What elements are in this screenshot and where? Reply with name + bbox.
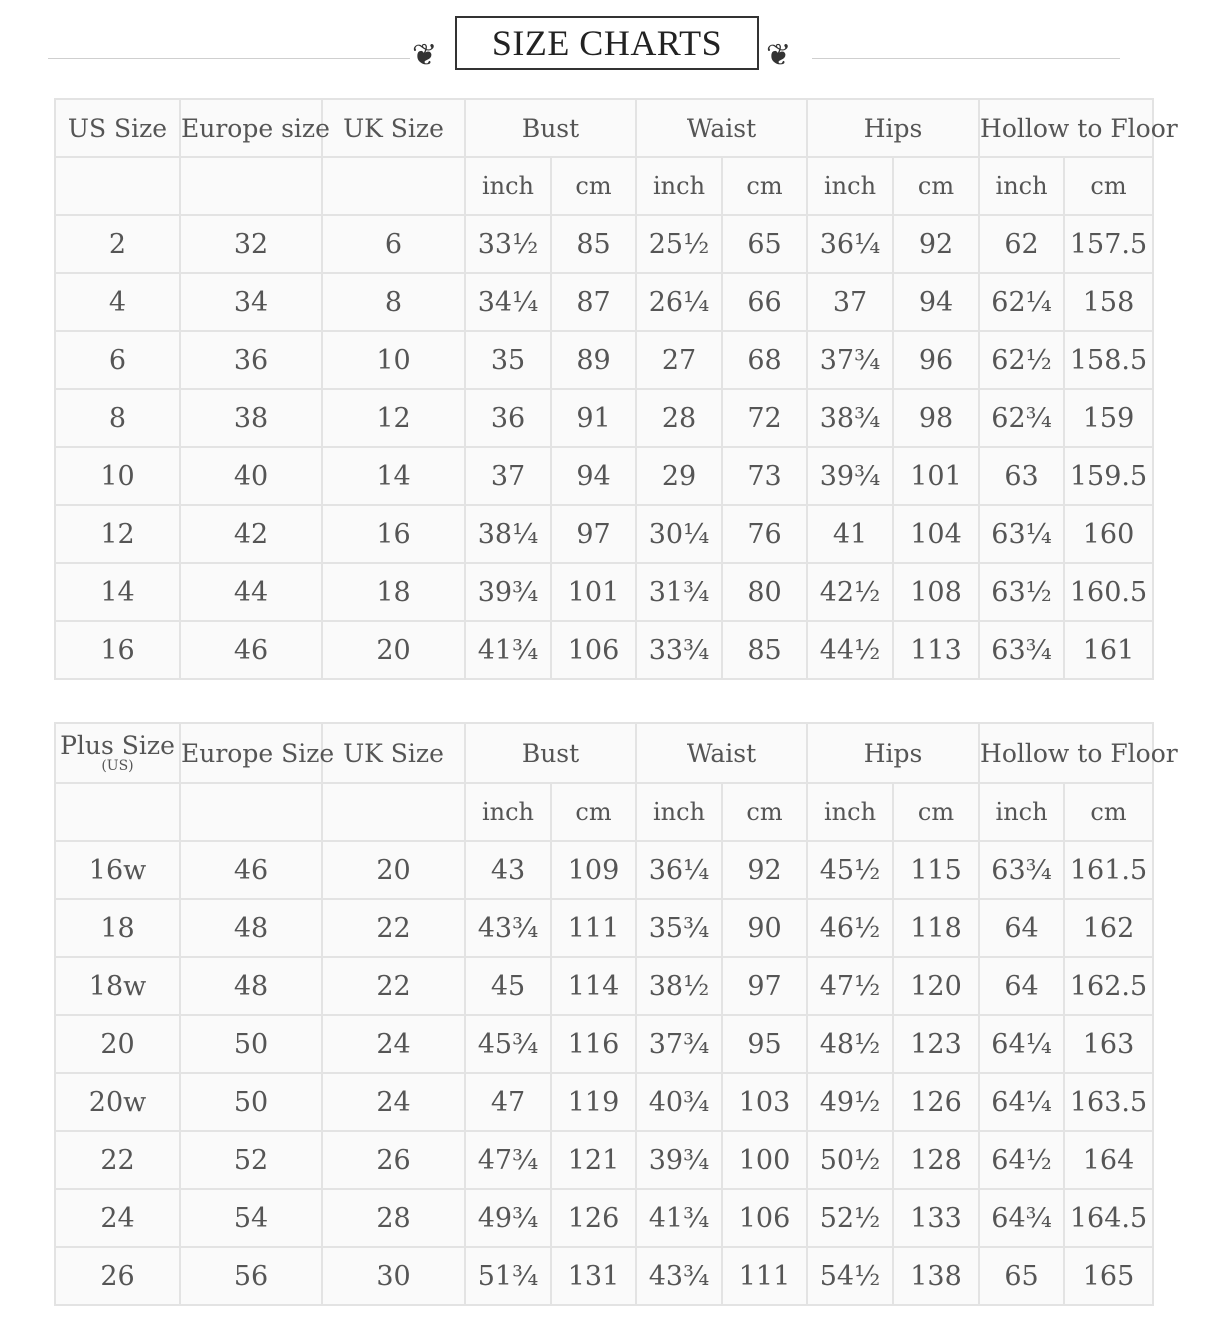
table-cell: 90 [722, 899, 807, 957]
table-cell: 50 [180, 1015, 322, 1073]
unit-cell: cm [722, 157, 807, 215]
table-cell: 30¼ [636, 505, 722, 563]
table-cell: 63 [979, 447, 1064, 505]
table-cell: 98 [893, 389, 979, 447]
table-cell: 29 [636, 447, 722, 505]
table-row [55, 1131, 1153, 1189]
table-cell: 24 [322, 1015, 465, 1073]
table-cell: 33½ [465, 215, 551, 273]
table-row [55, 957, 1153, 1015]
table-cell: 163.5 [1064, 1073, 1153, 1131]
table-cell: 164 [1064, 1131, 1153, 1189]
table-row [55, 273, 1153, 331]
table-cell: 159 [1064, 389, 1153, 447]
table-unit-row [55, 157, 1153, 215]
table-cell: 6 [55, 331, 180, 389]
table-cell: 126 [893, 1073, 979, 1131]
empty-cell [180, 157, 322, 215]
table-row [55, 215, 1153, 273]
table-cell: 54½ [807, 1247, 893, 1305]
table-cell: 65 [722, 215, 807, 273]
table-cell: 157.5 [1064, 215, 1153, 273]
table-cell: 73 [722, 447, 807, 505]
table-cell: 34 [180, 273, 322, 331]
unit-cell: inch [636, 783, 722, 841]
table-cell: 24 [322, 1073, 465, 1131]
table-cell: 159.5 [1064, 447, 1153, 505]
table-cell: 63¾ [979, 621, 1064, 679]
table-cell: 4 [55, 273, 180, 331]
table-row [55, 447, 1153, 505]
table-cell: 161.5 [1064, 841, 1153, 899]
table-cell: 46½ [807, 899, 893, 957]
table-cell: 63¼ [979, 505, 1064, 563]
header-cell: Hollow to Floor [979, 723, 1153, 783]
table-cell: 28 [322, 1189, 465, 1247]
table-cell: 38½ [636, 957, 722, 1015]
fleuron-icon: ❦ [766, 38, 792, 73]
table-cell: 120 [893, 957, 979, 1015]
table-cell: 20 [55, 1015, 180, 1073]
header-cell: US Size [55, 99, 180, 157]
table-cell: 24 [55, 1189, 180, 1247]
table-cell: 56 [180, 1247, 322, 1305]
table-unit-row [55, 783, 1153, 841]
empty-cell [180, 783, 322, 841]
plus-size-label: Plus Size [60, 731, 175, 760]
unit-cell: inch [979, 783, 1064, 841]
table-cell: 64½ [979, 1131, 1064, 1189]
table-cell: 8 [322, 273, 465, 331]
table-cell: 95 [722, 1015, 807, 1073]
table-cell: 12 [55, 505, 180, 563]
table-cell: 47 [465, 1073, 551, 1131]
header-cell: Europe Size [180, 723, 322, 783]
table-cell: 113 [893, 621, 979, 679]
table-cell: 42 [180, 505, 322, 563]
table-cell: 123 [893, 1015, 979, 1073]
table-cell: 48 [180, 957, 322, 1015]
table-cell: 46 [180, 621, 322, 679]
table-cell: 18w [55, 957, 180, 1015]
table-cell: 27 [636, 331, 722, 389]
table-cell: 35 [465, 331, 551, 389]
table-cell: 128 [893, 1131, 979, 1189]
header-cell: Waist [636, 723, 807, 783]
table-cell: 64 [979, 899, 1064, 957]
table-cell: 161 [1064, 621, 1153, 679]
table-cell: 121 [551, 1131, 636, 1189]
table-header-row [55, 99, 1153, 157]
table-cell: 62¼ [979, 273, 1064, 331]
table-cell: 111 [551, 899, 636, 957]
table-header-row [55, 723, 1153, 783]
table-cell: 158 [1064, 273, 1153, 331]
unit-cell: inch [807, 157, 893, 215]
table-cell: 162.5 [1064, 957, 1153, 1015]
empty-cell [322, 157, 465, 215]
standard-size-table [54, 98, 1178, 680]
table-row [55, 389, 1153, 447]
table-cell: 52½ [807, 1189, 893, 1247]
unit-cell: inch [807, 783, 893, 841]
table-cell: 163 [1064, 1015, 1153, 1073]
table-cell: 108 [893, 563, 979, 621]
table-cell: 106 [722, 1189, 807, 1247]
table-cell: 68 [722, 331, 807, 389]
table-cell: 38¼ [465, 505, 551, 563]
table-cell: 54 [180, 1189, 322, 1247]
table-cell: 111 [722, 1247, 807, 1305]
table-cell: 2 [55, 215, 180, 273]
table-row [55, 563, 1153, 621]
table-cell: 92 [722, 841, 807, 899]
table-cell: 65 [979, 1247, 1064, 1305]
table-cell: 37 [465, 447, 551, 505]
table-cell: 41¾ [465, 621, 551, 679]
table-cell: 160.5 [1064, 563, 1153, 621]
table-cell: 40¾ [636, 1073, 722, 1131]
table-cell: 96 [893, 331, 979, 389]
table-cell: 131 [551, 1247, 636, 1305]
table-cell: 97 [551, 505, 636, 563]
table-cell: 43 [465, 841, 551, 899]
table-cell: 36 [465, 389, 551, 447]
table-cell: 87 [551, 273, 636, 331]
table-cell: 103 [722, 1073, 807, 1131]
empty-cell [55, 157, 180, 215]
table-cell: 25½ [636, 215, 722, 273]
table-cell: 41 [807, 505, 893, 563]
table-cell: 22 [55, 1131, 180, 1189]
table-cell: 39¾ [807, 447, 893, 505]
table-cell: 16 [55, 621, 180, 679]
table-cell: 36 [180, 331, 322, 389]
table-cell: 22 [322, 899, 465, 957]
table-cell: 36¼ [807, 215, 893, 273]
table-cell: 41¾ [636, 1189, 722, 1247]
table-cell: 158.5 [1064, 331, 1153, 389]
table-row [55, 505, 1153, 563]
header-cell: Europe size [180, 99, 322, 157]
table-cell: 26 [322, 1131, 465, 1189]
header-cell: Hips [807, 99, 979, 157]
unit-cell: cm [893, 783, 979, 841]
table-cell: 114 [551, 957, 636, 1015]
table-cell: 63½ [979, 563, 1064, 621]
table-cell: 48 [180, 899, 322, 957]
table-cell: 37¾ [636, 1015, 722, 1073]
empty-cell [55, 783, 180, 841]
unit-cell: cm [551, 157, 636, 215]
plus-table-body [55, 841, 1153, 1305]
table-row [55, 621, 1153, 679]
title-divider-right [812, 58, 1120, 59]
table-row [55, 1015, 1153, 1073]
header-cell: UK Size [322, 99, 465, 157]
table-cell: 40 [180, 447, 322, 505]
table-cell: 62 [979, 215, 1064, 273]
table-cell: 116 [551, 1015, 636, 1073]
table-cell: 45½ [807, 841, 893, 899]
table-cell: 126 [551, 1189, 636, 1247]
unit-cell: cm [722, 783, 807, 841]
table-cell: 49½ [807, 1073, 893, 1131]
title-divider-left [48, 58, 410, 59]
table-cell: 62¾ [979, 389, 1064, 447]
empty-cell [322, 783, 465, 841]
table-cell: 94 [893, 273, 979, 331]
table-cell: 92 [893, 215, 979, 273]
table-cell: 91 [551, 389, 636, 447]
page-title: SIZE CHARTS [455, 16, 759, 70]
table-cell: 119 [551, 1073, 636, 1131]
table-cell: 36¼ [636, 841, 722, 899]
table-cell: 20 [322, 841, 465, 899]
table-cell: 18 [322, 563, 465, 621]
table-cell: 18 [55, 899, 180, 957]
table-cell: 16w [55, 841, 180, 899]
table-cell: 30 [322, 1247, 465, 1305]
table-cell: 85 [551, 215, 636, 273]
unit-cell: cm [551, 783, 636, 841]
plus-size-sublabel: (US) [101, 758, 134, 774]
table-cell: 6 [322, 215, 465, 273]
table-cell: 37¾ [807, 331, 893, 389]
table-cell: 22 [322, 957, 465, 1015]
unit-cell: inch [636, 157, 722, 215]
table-cell: 46 [180, 841, 322, 899]
table-cell: 10 [55, 447, 180, 505]
table-row [55, 899, 1153, 957]
table-cell: 44½ [807, 621, 893, 679]
table-cell: 85 [722, 621, 807, 679]
unit-cell: inch [465, 783, 551, 841]
table-cell: 26 [55, 1247, 180, 1305]
table-cell: 28 [636, 389, 722, 447]
unit-cell: inch [979, 157, 1064, 215]
table-row [55, 1247, 1153, 1305]
table-cell: 43¾ [465, 899, 551, 957]
table-cell: 64 [979, 957, 1064, 1015]
table-cell: 14 [55, 563, 180, 621]
header-cell: Bust [465, 723, 636, 783]
table-cell: 162 [1064, 899, 1153, 957]
table-cell: 12 [322, 389, 465, 447]
table-cell: 38¾ [807, 389, 893, 447]
title-banner [0, 14, 1224, 76]
header-cell [55, 723, 180, 783]
unit-cell: inch [465, 157, 551, 215]
table-cell: 16 [322, 505, 465, 563]
table-cell: 44 [180, 563, 322, 621]
table-cell: 64¼ [979, 1015, 1064, 1073]
table-cell: 101 [893, 447, 979, 505]
table-cell: 76 [722, 505, 807, 563]
table-cell: 97 [722, 957, 807, 1015]
table-cell: 80 [722, 563, 807, 621]
table-cell: 94 [551, 447, 636, 505]
table-cell: 164.5 [1064, 1189, 1153, 1247]
table-cell: 51¾ [465, 1247, 551, 1305]
table-cell: 72 [722, 389, 807, 447]
table-cell: 33¾ [636, 621, 722, 679]
table-cell: 118 [893, 899, 979, 957]
table-cell: 133 [893, 1189, 979, 1247]
table-row [55, 841, 1153, 899]
table-cell: 109 [551, 841, 636, 899]
table-cell: 32 [180, 215, 322, 273]
table-cell: 106 [551, 621, 636, 679]
table-cell: 165 [1064, 1247, 1153, 1305]
table-cell: 39¾ [465, 563, 551, 621]
table-cell: 63¾ [979, 841, 1064, 899]
table-row [55, 1189, 1153, 1247]
header-cell: Hips [807, 723, 979, 783]
table-cell: 37 [807, 273, 893, 331]
header-cell: Hollow to Floor [979, 99, 1153, 157]
table-cell: 42½ [807, 563, 893, 621]
table-cell: 45¾ [465, 1015, 551, 1073]
table-cell: 100 [722, 1131, 807, 1189]
table-cell: 20 [322, 621, 465, 679]
table-cell: 48½ [807, 1015, 893, 1073]
table-cell: 64¾ [979, 1189, 1064, 1247]
table-cell: 35¾ [636, 899, 722, 957]
table-cell: 104 [893, 505, 979, 563]
plus-size-table [54, 722, 1178, 1306]
table-cell: 39¾ [636, 1131, 722, 1189]
table-cell: 50 [180, 1073, 322, 1131]
table-cell: 64¼ [979, 1073, 1064, 1131]
table-cell: 26¼ [636, 273, 722, 331]
unit-cell: cm [893, 157, 979, 215]
table-cell: 115 [893, 841, 979, 899]
table-cell: 160 [1064, 505, 1153, 563]
header-cell: UK Size [322, 723, 465, 783]
table-cell: 31¾ [636, 563, 722, 621]
table-cell: 20w [55, 1073, 180, 1131]
unit-cell: cm [1064, 157, 1153, 215]
table-row [55, 331, 1153, 389]
table-cell: 38 [180, 389, 322, 447]
table-cell: 89 [551, 331, 636, 389]
table-cell: 8 [55, 389, 180, 447]
table-cell: 34¼ [465, 273, 551, 331]
header-cell: Waist [636, 99, 807, 157]
table-row [55, 1073, 1153, 1131]
table-cell: 47½ [807, 957, 893, 1015]
table-cell: 138 [893, 1247, 979, 1305]
table-cell: 62½ [979, 331, 1064, 389]
table-cell: 47¾ [465, 1131, 551, 1189]
table-cell: 45 [465, 957, 551, 1015]
table-cell: 50½ [807, 1131, 893, 1189]
table-cell: 49¾ [465, 1189, 551, 1247]
fleuron-icon: ❦ [412, 38, 438, 73]
table-cell: 66 [722, 273, 807, 331]
unit-cell: cm [1064, 783, 1153, 841]
header-cell: Bust [465, 99, 636, 157]
table-cell: 10 [322, 331, 465, 389]
table-cell: 14 [322, 447, 465, 505]
standard-table-body [55, 215, 1153, 679]
table-cell: 52 [180, 1131, 322, 1189]
table-cell: 43¾ [636, 1247, 722, 1305]
table-cell: 101 [551, 563, 636, 621]
